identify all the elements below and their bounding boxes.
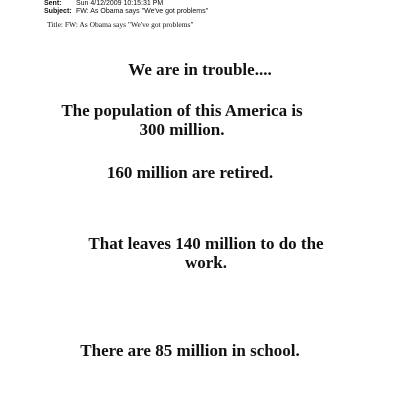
subject-row xyxy=(44,8,208,16)
body-line-text: That leaves 140 million to do the xyxy=(88,234,324,253)
body-line-retired xyxy=(0,163,390,182)
body-line-text: There are 85 million in school. xyxy=(80,341,300,360)
body-line-text: work. xyxy=(184,253,228,272)
body-line-text: 160 million are retired. xyxy=(106,163,274,182)
email-header xyxy=(44,0,208,16)
sent-label: Sent: xyxy=(44,0,62,7)
body-line-school xyxy=(0,341,390,360)
body-line-trouble xyxy=(0,60,400,79)
sent-row xyxy=(44,0,208,8)
body-line-population xyxy=(0,101,382,139)
body-line-workers xyxy=(6,234,400,272)
sent-value: Sun 4/12/2009 10:15:31 PM xyxy=(76,0,164,7)
body-line-text: 300 million. xyxy=(139,120,225,139)
document-title: Title: FW: As Obama says "We've got problems" xyxy=(47,20,194,29)
body-line-text: We are in trouble.... xyxy=(128,60,272,79)
subject-value: FW: As Obama says "We've got problems" xyxy=(76,8,209,15)
body-line-text: The population of this America is xyxy=(61,101,303,120)
subject-label: Subject: xyxy=(44,8,72,15)
